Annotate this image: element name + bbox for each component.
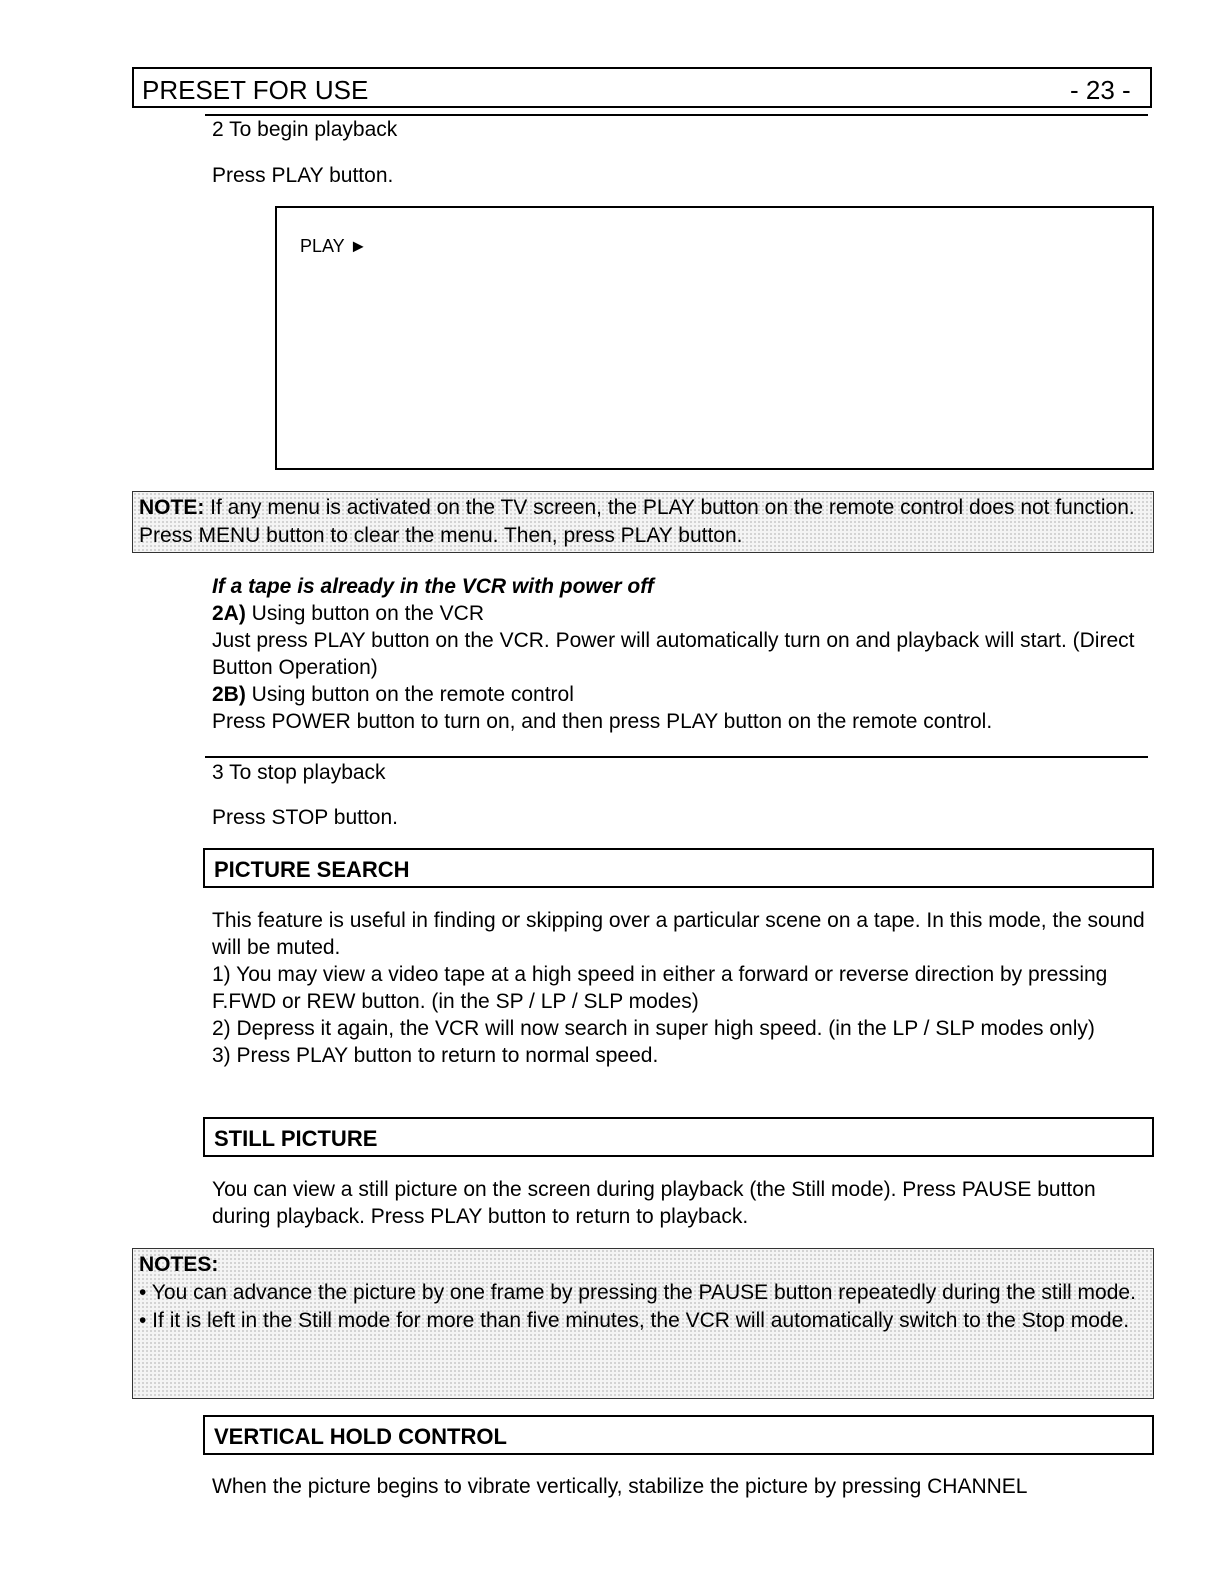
- picture-search-item-2: 2) Depress it again, the VCR will now search in super high speed. (in the LP / SLP modes only): [212, 1017, 1095, 1040]
- option-2b-label: 2B): [212, 683, 246, 706]
- option-2a-title: Using button on the VCR: [245, 602, 484, 625]
- power-off-section: [212, 573, 1152, 735]
- step3-heading: 3 To stop playback: [212, 761, 386, 784]
- section-divider: [205, 756, 1148, 758]
- picture-search-item-3: 3) Press PLAY button to return to normal speed.: [212, 1044, 659, 1067]
- option-2b-text: Press POWER button to turn on, and then press PLAY button on the remote control.: [212, 710, 993, 733]
- tv-screen-display: [275, 206, 1154, 470]
- notes-label: NOTES:: [139, 1253, 219, 1276]
- page-header: [132, 67, 1152, 108]
- picture-search-intro: This feature is useful in finding or skipping over a particular scene on a tape. In this mode, the sound will be muted.: [212, 909, 1145, 959]
- picture-search-body: [212, 907, 1147, 1069]
- vertical-hold-text: When the picture begins to vibrate vertically, stabilize the picture by pressing CHANNEL: [212, 1475, 1028, 1498]
- option-2a-label: 2A): [212, 602, 246, 625]
- power-off-heading: If a tape is already in the VCR with power off: [212, 575, 654, 598]
- picture-search-title: PICTURE SEARCH: [203, 848, 1154, 888]
- note-label: NOTE:: [139, 496, 205, 519]
- notes-bullet-1: • You can advance the picture by one frame by pressing the PAUSE button repeatedly during the still mode.: [139, 1281, 1136, 1304]
- step2-heading: 2 To begin playback: [212, 118, 398, 141]
- note-box: [132, 491, 1154, 553]
- page-title: PRESET FOR USE: [142, 75, 369, 105]
- notes-box: [132, 1248, 1154, 1399]
- note-text: If any menu is activated on the TV screen, the PLAY button on the remote control does not function. Press MENU button to clear the menu. Then, press PLAY button.: [139, 496, 1135, 547]
- step3-instruction: Press STOP button.: [212, 806, 398, 829]
- step2-instruction: Press PLAY button.: [212, 164, 394, 187]
- option-2b-title: Using button on the remote control: [245, 683, 574, 706]
- notes-bullet-2: • If it is left in the Still mode for more than five minutes, the VCR will automatically switch to the Stop mode.: [139, 1309, 1130, 1332]
- vertical-hold-title: VERTICAL HOLD CONTROL: [203, 1415, 1154, 1455]
- play-indicator: PLAY ►: [300, 236, 368, 256]
- option-2a-text: Just press PLAY button on the VCR. Power will automatically turn on and playback will start. (Direct Button Operation): [212, 629, 1135, 679]
- still-picture-title: STILL PICTURE: [203, 1117, 1154, 1157]
- still-picture-text: You can view a still picture on the screen during playback (the Still mode). Press PAUSE button during playback. Press PLAY button to return to playback.: [212, 1178, 1096, 1228]
- page-number: - 23 -: [1070, 75, 1131, 105]
- picture-search-item-1: 1) You may view a video tape at a high speed in either a forward or reverse direction by pressing F.FWD or REW button. (in the SP / LP / SLP modes): [212, 963, 1108, 1013]
